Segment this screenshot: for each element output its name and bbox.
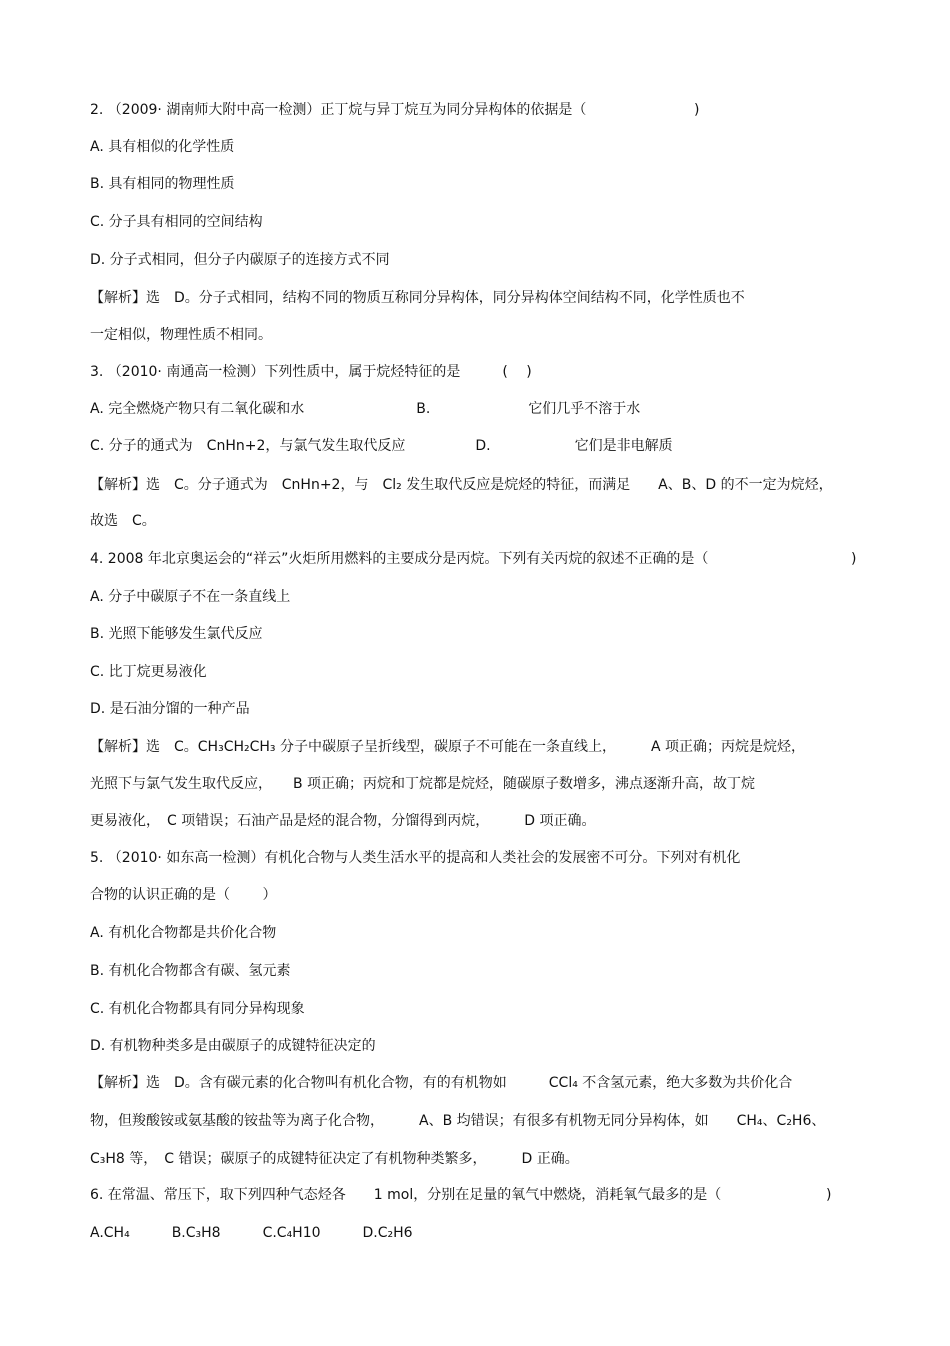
question-2-option-d: D. 分子式相同，但分子内碳原子的连接方式不同 (90, 252, 390, 268)
question-5-analysis: 【解析】选 D。含有碳元素的化合物叫有机化合物，有的有机物如 CCl₄ 不含氢元素，绝大多数为共价化合 (90, 1075, 793, 1091)
question-4-option-d: D. 是石油分馏的一种产品 (90, 701, 250, 717)
question-6-options: A.CH₄ B.C₃H8 C.C₄H10 D.C₂H6 (90, 1225, 413, 1241)
question-2-option-c: C. 分子具有相同的空间结构 (90, 214, 263, 230)
question-4-analysis-cont-1: 光照下与氯气发生取代反应， B 项正确；丙烷和丁烷都是烷烃，随碳原子数增多，沸点逐渐升高，故丁烷 (90, 776, 756, 792)
question-3-stem: 3. （2010· 南通高一检测）下列性质中，属于烷烃特征的是 ( ) (90, 364, 532, 380)
question-5-analysis-cont-1: 物，但羧酸铵或氨基酸的铵盐等为离子化合物， A、B 均错误；有很多有机物无同分异构体，如 CH₄、C₂H6、 (90, 1113, 826, 1129)
question-2-analysis: 【解析】选 D。分子式相同，结构不同的物质互称同分异构体，同分异构体空间结构不同，化学性质也不 (90, 290, 745, 306)
question-5-option-a: A. 有机化合物都是共价化合物 (90, 925, 277, 941)
question-5-stem: 5. （2010· 如东高一检测）有机化合物与人类生活水平的提高和人类社会的发展密不可分。下列对有机化 (90, 850, 741, 866)
question-4-option-c: C. 比丁烷更易液化 (90, 664, 207, 680)
question-5-stem-cont: 合物的认识正确的是（ ） (90, 887, 277, 903)
question-6-stem: 6. 在常温、常压下，取下列四种气态烃各 1 mol，分别在足量的氧气中燃烧，消耗氧气最多的是（ (90, 1187, 722, 1203)
question-5-option-d: D. 有机物种类多是由碳原子的成键特征决定的 (90, 1038, 376, 1054)
question-4-stem: 4. 2008 年北京奥运会的“祥云”火炬所用燃料的主要成分是丙烷。下列有关丙烷的叙述不正确的是（ (90, 551, 709, 567)
question-4-analysis-cont-2: 更易液化， C 项错误；石油产品是烃的混合物，分馏得到丙烷， D 项正确。 (90, 813, 596, 829)
question-6-close-paren: ) (826, 1187, 832, 1203)
question-4-close-paren: ) (851, 551, 857, 567)
question-3-options-ab: A. 完全燃烧产物只有二氧化碳和水 B. 它们几乎不溶于水 (90, 401, 641, 417)
question-3-options-cd: C. 分子的通式为 CnHn+2，与氯气发生取代反应 D. 它们是非电解质 (90, 438, 673, 454)
question-5-option-c: C. 有机化合物都具有同分异构现象 (90, 1001, 305, 1017)
question-2-option-b: B. 具有相同的物理性质 (90, 176, 235, 192)
question-5-analysis-cont-2: C₃H8 等， C 错误；碳原子的成键特征决定了有机物种类繁多， D 正确。 (90, 1151, 579, 1167)
question-4-analysis: 【解析】选 C。CH₃CH₂CH₃ 分子中碳原子呈折线型，碳原子不可能在一条直线上， A 项正确；丙烷是烷烃， (90, 739, 805, 755)
question-2-option-a: A. 具有相似的化学性质 (90, 139, 235, 155)
question-5-option-b: B. 有机化合物都含有碳、氢元素 (90, 963, 291, 979)
question-3-analysis: 【解析】选 C。分子通式为 CnHn+2，与 Cl₂ 发生取代反应是烷烃的特征，而满足 A、B、D 的不一定为烷烃， (90, 477, 833, 493)
question-2-stem: 2. （2009· 湖南师大附中高一检测）正丁烷与异丁烷互为同分异构体的依据是（ (90, 102, 587, 118)
question-3-analysis-cont: 故选 C。 (90, 513, 156, 529)
question-4-option-b: B. 光照下能够发生氯代反应 (90, 626, 263, 642)
question-2-analysis-cont: 一定相似，物理性质不相同。 (90, 327, 272, 343)
question-4-option-a: A. 分子中碳原子不在一条直线上 (90, 589, 291, 605)
question-2-close-paren: ) (694, 102, 700, 118)
